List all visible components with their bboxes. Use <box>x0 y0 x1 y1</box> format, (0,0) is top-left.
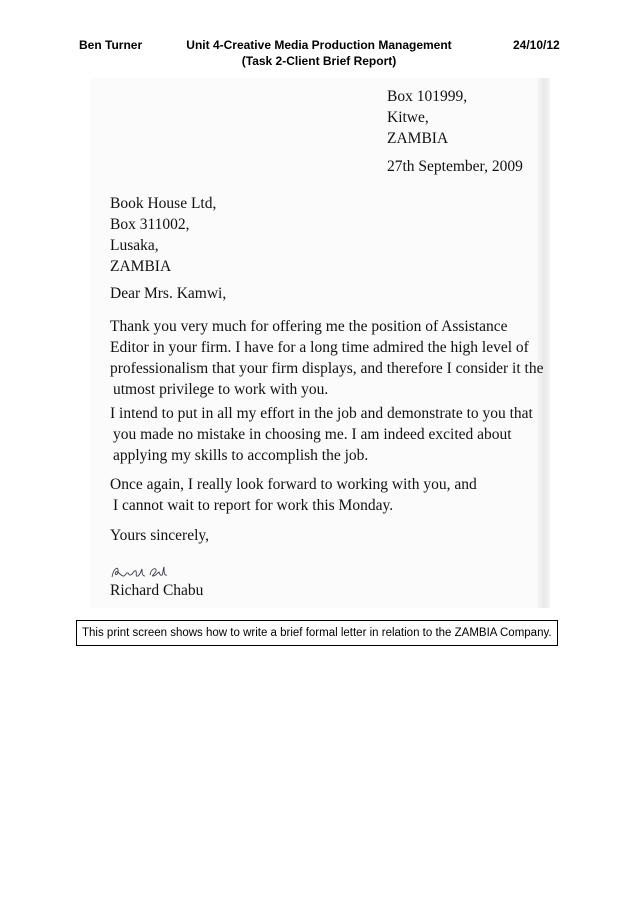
recipient-address-line: ZAMBIA <box>110 258 172 275</box>
paragraph-line: Thank you very much for offering me the position of Assistance <box>110 318 508 335</box>
caption-box <box>76 620 558 646</box>
header-task-title: (Task 2-Client Brief Report) <box>241 54 397 68</box>
scanned-letter <box>90 78 550 608</box>
recipient-address-line: Book House Ltd, <box>110 195 217 212</box>
header-unit-title: Unit 4-Creative Media Production Management <box>186 38 452 52</box>
scan-shadow-edge <box>536 78 550 608</box>
salutation: Dear Mrs. Kamwi, <box>110 285 227 302</box>
paragraph-line: Editor in your firm. I have for a long time admired the high level of <box>110 339 529 356</box>
paragraph-line: Once again, I really look forward to working with you, and <box>110 476 477 493</box>
letter-date: 27th September, 2009 <box>387 158 523 175</box>
recipient-address-line: Lusaka, <box>110 237 159 254</box>
paragraph-line: I cannot wait to report for work this Monday. <box>113 497 394 514</box>
paragraph-line: applying my skills to accomplish the job. <box>113 447 369 464</box>
paragraph-line: I intend to put in all my effort in the job and demonstrate to you that <box>110 405 533 422</box>
paragraph-line: utmost privilege to work with you. <box>113 381 329 398</box>
recipient-address-line: Box 311002, <box>110 216 190 233</box>
paragraph-line: you made no mistake in choosing me. I am indeed excited about <box>113 426 512 443</box>
closing: Yours sincerely, <box>110 527 210 544</box>
paragraph-line: professionalism that your firm displays, and therefore I consider it the <box>110 360 544 377</box>
caption-text: This print screen shows how to write a brief formal letter in relation to the ZAMBIA Company. <box>82 627 552 639</box>
sender-address-line: Kitwe, <box>387 109 429 126</box>
handwritten-signature <box>110 563 170 581</box>
sender-address-line: ZAMBIA <box>387 130 449 147</box>
sender-address-line: Box 101999, <box>387 88 468 105</box>
header-author: Ben Turner <box>79 38 143 52</box>
header-date: 24/10/12 <box>513 38 560 52</box>
signatory-name: Richard Chabu <box>110 582 204 599</box>
